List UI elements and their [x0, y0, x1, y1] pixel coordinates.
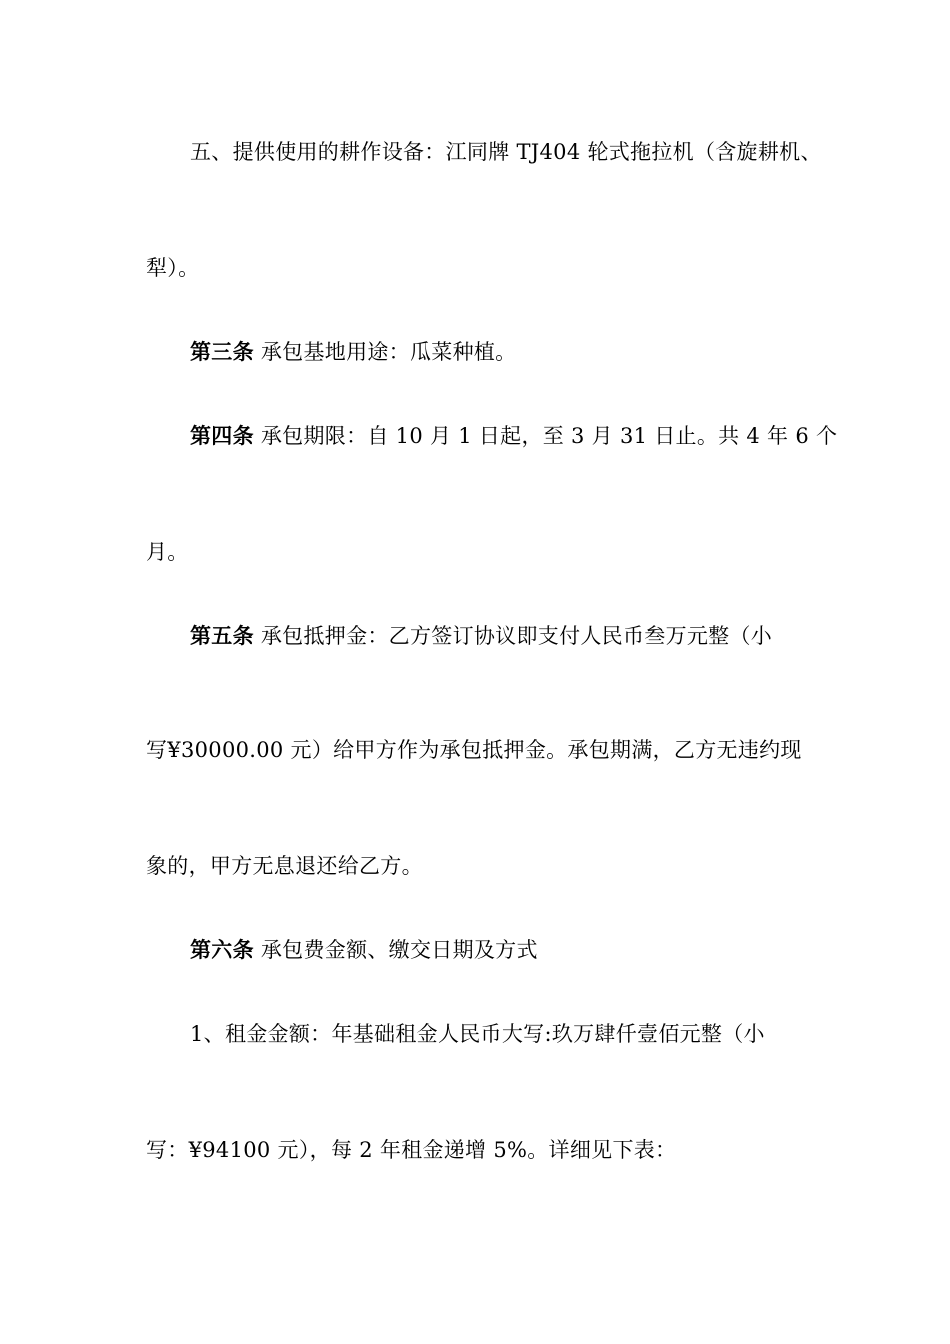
equipment-text-continued: 犁）。: [146, 256, 200, 280]
article-5-line-3: [146, 851, 423, 881]
article-6-line: [190, 935, 538, 965]
equipment-line-continued: [146, 253, 199, 283]
rent-amount-text-continued: 写：¥94100 元），每 2 年租金递增 5%。详细见下表：: [146, 1138, 677, 1162]
article-4-line-continued: [146, 537, 189, 567]
equipment-line: [190, 137, 822, 167]
article-5-text: 承包抵押金：乙方签订协议即支付人民币叁万元整（小: [253, 624, 773, 648]
article-4-text-continued: 月。: [146, 540, 189, 564]
article-3-line: [190, 337, 516, 367]
article-4-line: [190, 421, 837, 451]
rent-amount-line: [190, 1019, 765, 1049]
article-5-line-2: [146, 735, 802, 765]
article-5-line: [190, 621, 772, 651]
article-6-heading: 第六条: [190, 937, 254, 962]
article-5-heading: 第五条: [190, 623, 254, 648]
equipment-text: 五、提供使用的耕作设备：江同牌 TJ404 轮式拖拉机（含旋耕机、: [190, 140, 822, 164]
article-3-text: 承包基地用途：瓜菜种植。: [253, 340, 517, 364]
rent-amount-text: 1、租金金额：年基础租金人民币大写:玖万肆仟壹佰元整（小: [190, 1022, 765, 1046]
article-4-heading: 第四条: [190, 423, 254, 448]
article-4-text: 承包期限：自 10 月 1 日起，至 3 月 31 日止。共 4 年 6 个: [253, 424, 838, 448]
article-5-text-2: 写¥30000.00 元）给甲方作为承包抵押金。承包期满，乙方无违约现: [146, 738, 802, 762]
rent-amount-line-continued: [146, 1135, 676, 1165]
article-5-text-3: 象的，甲方无息退还给乙方。: [146, 854, 423, 878]
article-6-text: 承包费金额、缴交日期及方式: [253, 938, 538, 962]
article-3-heading: 第三条: [190, 339, 254, 364]
